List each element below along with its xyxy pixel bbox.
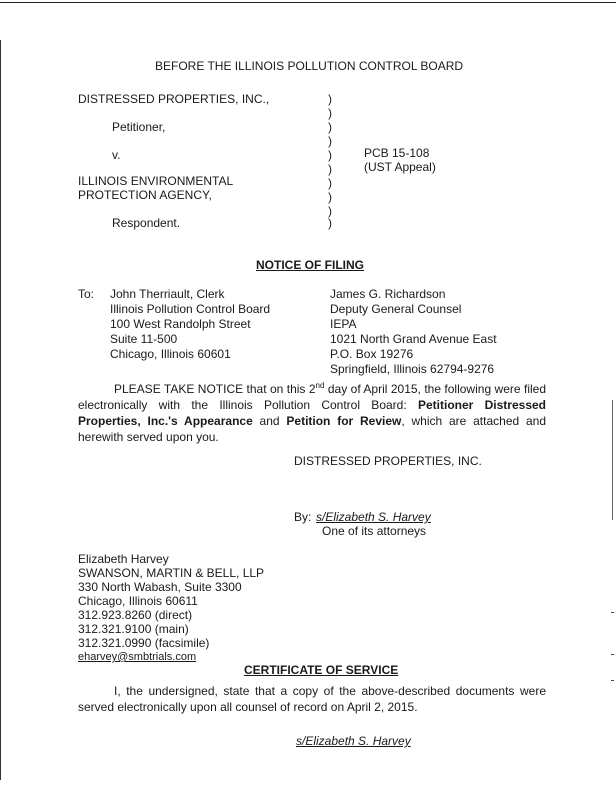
notice-title: NOTICE OF FILING xyxy=(256,258,364,272)
recipient2-line6: Springfield, Illinois 62794-9276 xyxy=(330,362,495,376)
party-signature: DISTRESSED PROPERTIES, INC. xyxy=(294,454,482,468)
petitioner-name: DISTRESSED PROPERTIES, INC., xyxy=(78,92,270,106)
caption-paren: ) xyxy=(328,148,332,162)
notice-body-part4: , which are attached and herewith served upon you. xyxy=(78,414,546,444)
caption-paren: ) xyxy=(328,176,332,190)
by-label: By: xyxy=(294,510,312,524)
recipient1-line3: 100 West Randolph Street xyxy=(110,317,251,331)
caption-paren: ) xyxy=(328,120,332,134)
attorney-email-link[interactable]: eharvey@smbtrials.com xyxy=(78,651,197,663)
recipient1-line4: Suite 11-500 xyxy=(110,332,178,346)
certificate-body: I, the undersigned, state that a copy of the above-described documents were served electronically upon all counsel of record on April 2, 2015. xyxy=(78,684,546,714)
recipient2-line1: James G. Richardson xyxy=(330,287,446,301)
certificate-title: CERTIFICATE OF SERVICE xyxy=(244,663,399,677)
caption-paren: ) xyxy=(328,204,332,218)
top-scan-rule xyxy=(0,2,616,3)
caption-paren: ) xyxy=(328,92,332,106)
attorney-address1: 330 North Wabash, Suite 3300 xyxy=(78,580,242,594)
recipient1-line1: John Therriault, Clerk xyxy=(110,287,225,301)
respondent-line-1: ILLINOIS ENVIRONMENTAL xyxy=(78,174,234,188)
recipient2-line5: P.O. Box 19276 xyxy=(330,347,414,361)
caption-paren: ) xyxy=(328,106,332,120)
notice-body-sup: nd xyxy=(315,381,325,390)
attorney-phone-main: 312.321.9100 (main) xyxy=(78,622,189,636)
certificate-signature: s/Elizabeth S. Harvey xyxy=(296,734,411,748)
caption-paren: ) xyxy=(328,134,332,148)
caption-paren: ) xyxy=(328,162,332,176)
document-heading: BEFORE THE ILLINOIS POLLUTION CONTROL BOARD xyxy=(155,59,464,73)
notice-body xyxy=(78,381,546,445)
attorney-firm: SWANSON, MARTIN & BELL, LLP xyxy=(78,566,265,580)
signature: s/Elizabeth S. Harvey xyxy=(316,510,431,524)
recipient2-line3: IEPA xyxy=(330,317,357,331)
right-scan-mark xyxy=(611,612,614,613)
notice-body-bold2: Petition for Review xyxy=(286,414,402,428)
recipient2-line4: 1021 North Grand Avenue East xyxy=(330,332,497,346)
respondent-line-2: PROTECTION AGENCY, xyxy=(78,188,212,202)
attorney-phone-direct: 312.923.8260 (direct) xyxy=(78,608,193,622)
attorney-address2: Chicago, Illinois 60611 xyxy=(78,594,198,608)
attorney-name: Elizabeth Harvey xyxy=(78,552,169,566)
notice-body-bold: Petitioner Distressed Properties, Inc.'s Appearance xyxy=(78,398,547,428)
right-scan-mark xyxy=(611,680,614,681)
signature-title: One of its attorneys xyxy=(322,524,427,538)
respondent-role: Respondent. xyxy=(112,216,181,230)
recipient1-line2: Illinois Pollution Control Board xyxy=(110,302,271,316)
right-scan-edge xyxy=(612,400,613,520)
notice-body-part3: and xyxy=(252,414,287,428)
caption-paren: ) xyxy=(328,216,332,230)
to-label: To: xyxy=(78,287,95,301)
attorney-fax: 312.321.0990 (facsimile) xyxy=(78,636,210,650)
versus: v. xyxy=(112,148,121,162)
caption-paren: ) xyxy=(328,190,332,204)
case-type: (UST Appeal) xyxy=(364,160,436,174)
case-number: PCB 15-108 xyxy=(364,146,430,160)
petitioner-role: Petitioner, xyxy=(112,120,166,134)
recipient1-line5: Chicago, Illinois 60601 xyxy=(110,347,231,361)
right-scan-mark xyxy=(611,654,614,655)
notice-body-part1: PLEASE TAKE NOTICE that on this 2 xyxy=(114,382,316,396)
notice-body-part2: day of April 2015, the following were filed electronically with the Illinois Pollution Control Board: xyxy=(78,382,546,412)
recipient2-line2: Deputy General Counsel xyxy=(330,302,462,316)
left-scan-edge xyxy=(0,40,1,780)
